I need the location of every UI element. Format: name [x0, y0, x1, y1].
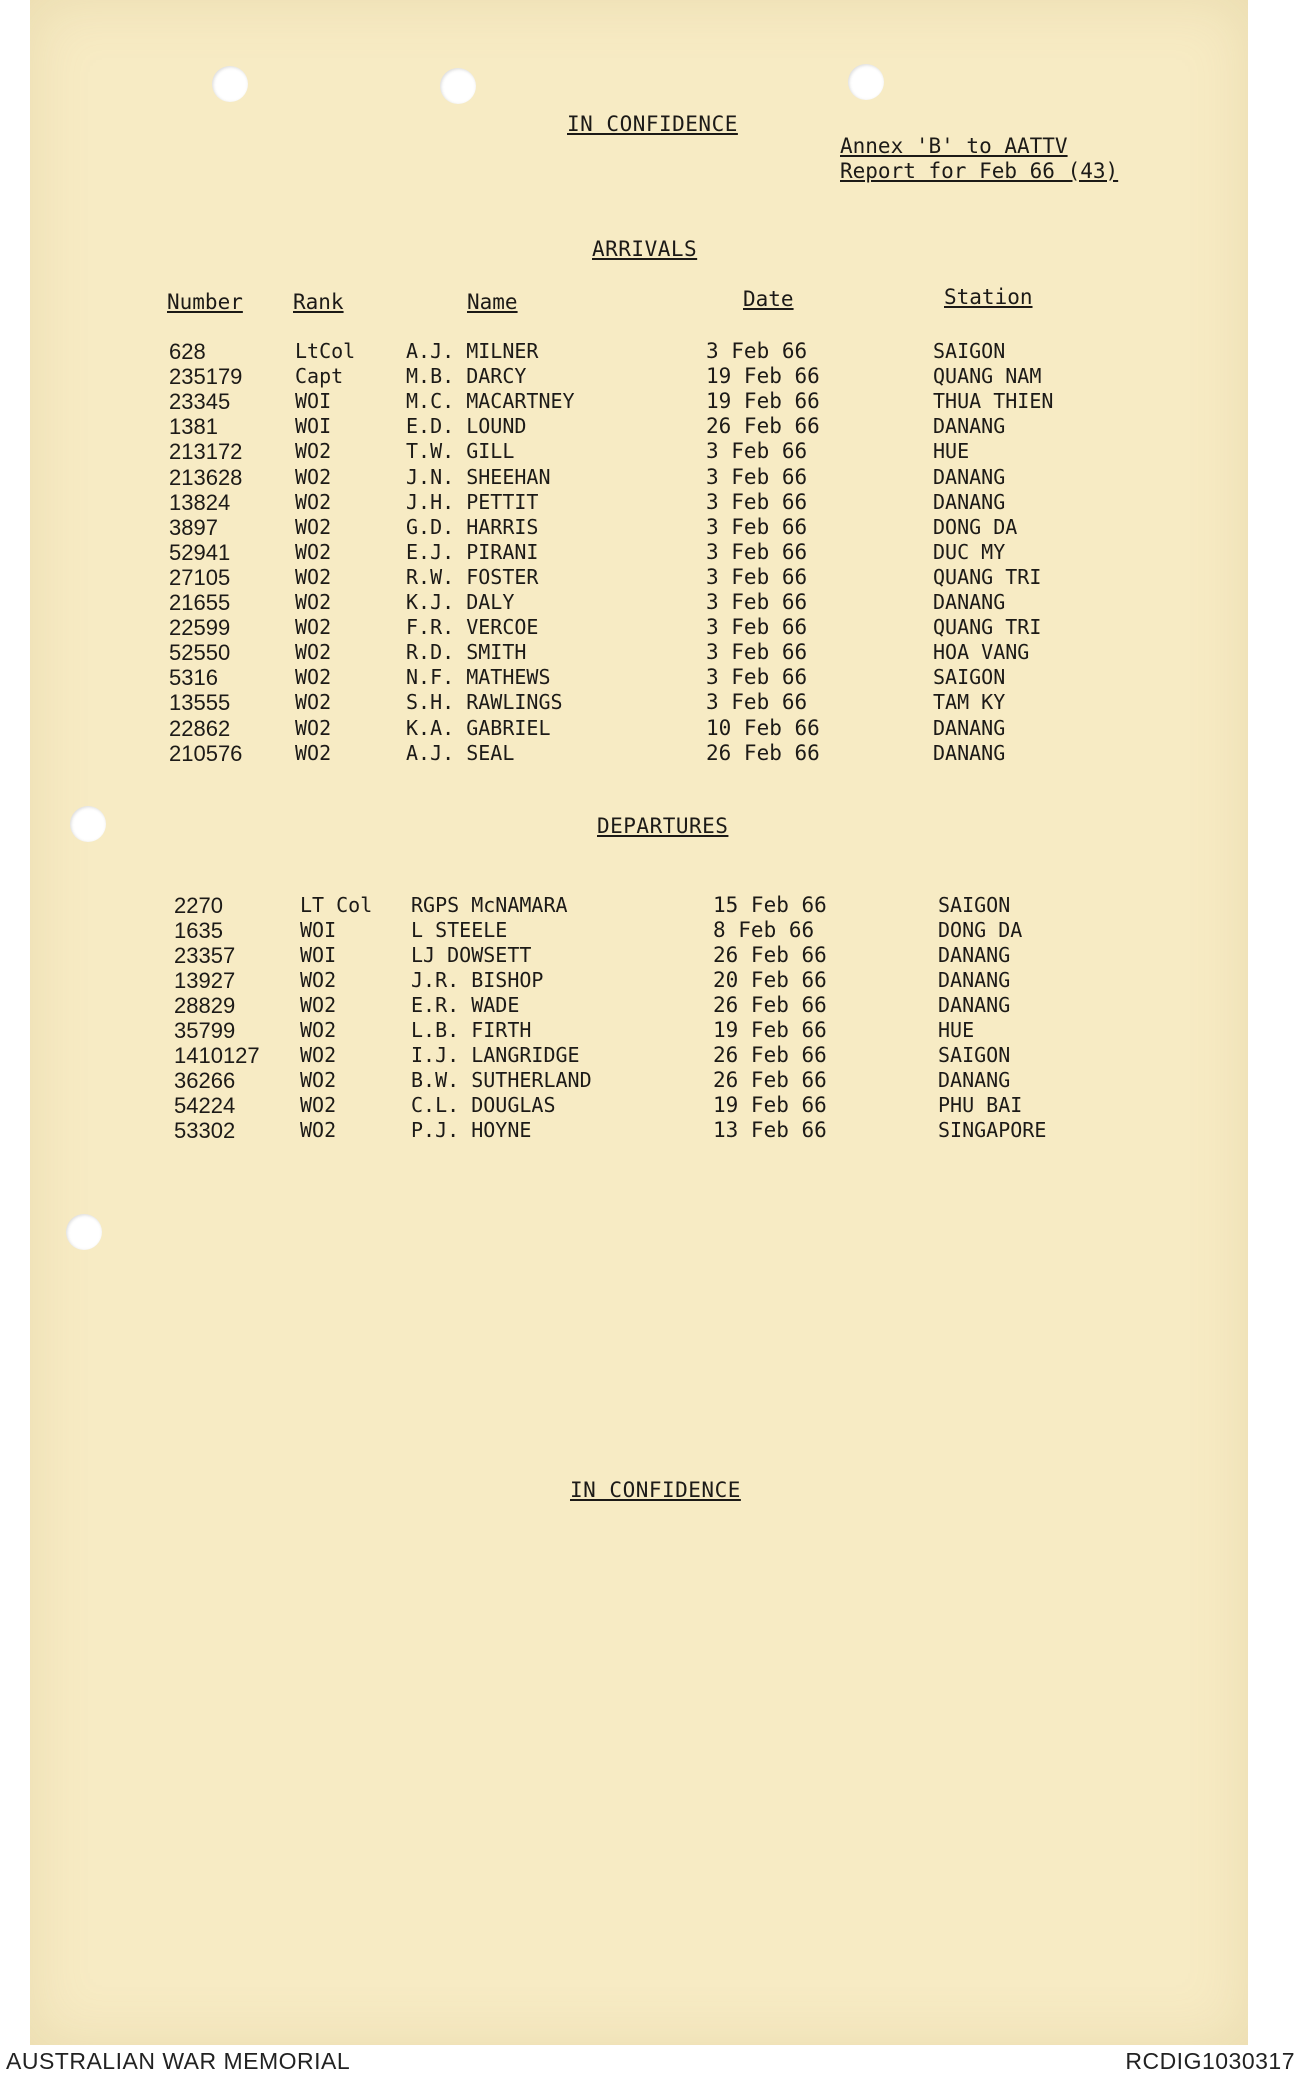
table-row	[0, 741, 1305, 766]
cell-number: 23357	[174, 943, 236, 968]
cell-station: SAIGON	[933, 665, 1006, 690]
cell-name: LJ DOWSETT	[411, 943, 532, 967]
punch-hole	[212, 66, 248, 102]
cell-name: M.C. MACARTNEY	[406, 389, 575, 414]
cell-name: P.J. HOYNE	[411, 1118, 532, 1142]
cell-name: K.A. GABRIEL	[406, 715, 551, 740]
cell-number: 28829	[174, 993, 236, 1018]
cell-station: QUANG TRI	[933, 615, 1042, 640]
cell-date: 3 Feb 66	[706, 514, 808, 539]
table-row	[0, 993, 1305, 1018]
cell-date: 3 Feb 66	[706, 464, 808, 489]
cell-station: SINGAPORE	[938, 1118, 1047, 1142]
cell-name: K.J. DALY	[406, 590, 515, 614]
cell-station: QUANG NAM	[933, 364, 1042, 389]
table-row	[0, 690, 1305, 715]
table-row	[0, 414, 1305, 439]
cell-date: 3 Feb 66	[706, 640, 808, 665]
annex-reference	[840, 134, 1118, 184]
table-row	[0, 364, 1305, 389]
cell-number: 3897	[169, 514, 218, 540]
cell-station: DONG DA	[933, 514, 1018, 539]
annex-line-1: Annex 'B' to AATTV	[840, 134, 1068, 158]
cell-rank: WO2	[300, 968, 337, 992]
table-row	[0, 918, 1305, 943]
cell-number: 36266	[174, 1068, 236, 1093]
cell-name: RGPS McNAMARA	[411, 893, 568, 917]
cell-rank: WO2	[295, 715, 332, 740]
cell-number: 21655	[169, 590, 231, 615]
cell-name: J.H. PETTIT	[406, 489, 539, 514]
cell-station: HOA VANG	[933, 640, 1030, 665]
classification-footer: IN CONFIDENCE	[570, 1478, 741, 1502]
cell-name: A.J. MILNER	[406, 339, 539, 363]
table-row	[0, 1018, 1305, 1043]
cell-station: THUA THIEN	[933, 389, 1054, 414]
table-row	[0, 640, 1305, 665]
table-row	[0, 943, 1305, 968]
cell-number: 53302	[174, 1118, 236, 1143]
column-header-station: Station	[944, 285, 1033, 309]
cell-date: 26 Feb 66	[706, 414, 820, 439]
table-row	[0, 615, 1305, 640]
cell-name: A.J. SEAL	[406, 740, 515, 765]
table-row	[0, 665, 1305, 690]
cell-date: 3 Feb 66	[706, 539, 808, 564]
cell-station: DANANG	[933, 414, 1006, 439]
cell-rank: WO2	[300, 1093, 337, 1117]
arrivals-title: ARRIVALS	[592, 237, 698, 261]
cell-date: 3 Feb 66	[706, 665, 808, 690]
cell-date: 26 Feb 66	[713, 1068, 827, 1092]
cell-number: 1381	[169, 414, 218, 440]
cell-number: 213628	[169, 464, 243, 490]
cell-date: 10 Feb 66	[706, 715, 820, 740]
cell-name: M.B. DARCY	[406, 364, 527, 389]
cell-name: E.J. PIRANI	[406, 539, 539, 564]
cell-rank: WO2	[295, 665, 332, 690]
punch-hole	[70, 806, 106, 842]
cell-rank: WO2	[295, 489, 332, 514]
cell-date: 26 Feb 66	[713, 943, 827, 967]
cell-number: 2270	[174, 893, 223, 918]
footer-institution: AUSTRALIAN WAR MEMORIAL	[6, 2048, 351, 2074]
cell-number: 52550	[169, 640, 231, 666]
cell-rank: WO2	[295, 740, 332, 765]
table-row	[0, 1118, 1305, 1143]
table-row	[0, 540, 1305, 565]
cell-station: DONG DA	[938, 918, 1023, 942]
cell-number: 213172	[169, 439, 243, 465]
cell-date: 19 Feb 66	[706, 364, 820, 389]
cell-number: 35799	[174, 1018, 236, 1043]
cell-number: 1635	[174, 918, 223, 943]
cell-name: R.W. FOSTER	[406, 564, 539, 589]
cell-rank: WO2	[295, 564, 332, 589]
cell-date: 13 Feb 66	[713, 1118, 827, 1142]
cell-number: 22862	[169, 715, 231, 741]
table-row	[0, 1093, 1305, 1118]
cell-number: 210576	[169, 740, 243, 766]
column-header-name: Name	[467, 290, 518, 314]
table-row	[0, 465, 1305, 490]
cell-rank: WO2	[295, 615, 332, 640]
cell-rank: Capt	[295, 364, 344, 389]
punch-hole	[848, 64, 884, 100]
cell-name: R.D. SMITH	[406, 640, 527, 665]
cell-station: DANANG	[938, 968, 1011, 992]
annex-line-2: Report for Feb 66 (43)	[840, 159, 1119, 183]
cell-station: DANANG	[933, 715, 1006, 740]
cell-number: 54224	[174, 1093, 236, 1118]
cell-date: 26 Feb 66	[713, 993, 827, 1017]
cell-number: 1410127	[174, 1043, 260, 1068]
cell-rank: WOI	[300, 918, 337, 942]
cell-name: J.N. SHEEHAN	[406, 464, 551, 489]
cell-rank: WO2	[300, 993, 337, 1017]
cell-station: DANANG	[933, 489, 1006, 514]
table-row	[0, 565, 1305, 590]
cell-station: DANANG	[938, 993, 1011, 1017]
table-row	[0, 1043, 1305, 1068]
cell-name: T.W. GILL	[406, 439, 515, 464]
table-row	[0, 968, 1305, 993]
cell-date: 3 Feb 66	[706, 615, 808, 640]
table-row	[0, 893, 1305, 918]
cell-station: TAM KY	[933, 690, 1006, 715]
cell-station: DANANG	[933, 464, 1006, 489]
punch-hole	[66, 1214, 102, 1250]
cell-station: SAIGON	[933, 339, 1006, 363]
table-row	[0, 339, 1305, 364]
cell-number: 13555	[169, 690, 231, 716]
cell-station: QUANG TRI	[933, 564, 1042, 589]
cell-rank: WOI	[295, 414, 332, 439]
cell-date: 3 Feb 66	[706, 339, 808, 363]
cell-number: 628	[169, 339, 206, 364]
cell-number: 5316	[169, 665, 218, 691]
table-row	[0, 590, 1305, 615]
cell-name: F.R. VERCOE	[406, 615, 539, 640]
cell-station: DANANG	[933, 590, 1006, 614]
cell-name: L.B. FIRTH	[411, 1018, 532, 1042]
cell-rank: WOI	[295, 389, 332, 414]
punch-hole	[440, 68, 476, 104]
table-row	[0, 515, 1305, 540]
cell-name: B.W. SUTHERLAND	[411, 1068, 592, 1092]
cell-rank: WO2	[295, 539, 332, 564]
classification-header: IN CONFIDENCE	[567, 112, 738, 136]
cell-number: 52941	[169, 539, 231, 565]
cell-number: 27105	[169, 564, 231, 590]
cell-rank: WO2	[295, 514, 332, 539]
cell-name: J.R. BISHOP	[411, 968, 544, 992]
table-row	[0, 716, 1305, 741]
cell-name: S.H. RAWLINGS	[406, 690, 563, 715]
cell-date: 19 Feb 66	[706, 389, 820, 414]
footer-record-id: RCDIG1030317	[1125, 2048, 1295, 2074]
cell-date: 19 Feb 66	[713, 1093, 827, 1117]
cell-rank: WOI	[300, 943, 337, 967]
cell-date: 15 Feb 66	[713, 893, 827, 917]
cell-name: E.D. LOUND	[406, 414, 527, 439]
cell-station: HUE	[938, 1018, 975, 1042]
cell-rank: WO2	[295, 439, 332, 464]
cell-rank: WO2	[300, 1043, 337, 1067]
cell-number: 235179	[169, 364, 243, 390]
cell-date: 3 Feb 66	[706, 690, 808, 715]
cell-rank: WO2	[300, 1018, 337, 1042]
cell-rank: WO2	[295, 690, 332, 715]
cell-date: 3 Feb 66	[706, 564, 808, 589]
table-row	[0, 490, 1305, 515]
cell-date: 20 Feb 66	[713, 968, 827, 992]
cell-date: 3 Feb 66	[706, 439, 808, 464]
cell-date: 8 Feb 66	[713, 918, 815, 942]
cell-station: PHU BAI	[938, 1093, 1023, 1117]
cell-date: 26 Feb 66	[713, 1043, 827, 1067]
cell-name: C.L. DOUGLAS	[411, 1093, 556, 1117]
cell-number: 13927	[174, 968, 236, 993]
cell-rank: WO2	[295, 464, 332, 489]
cell-number: 13824	[169, 489, 231, 515]
table-row	[0, 389, 1305, 414]
cell-date: 19 Feb 66	[713, 1018, 827, 1042]
cell-name: E.R. WADE	[411, 993, 520, 1017]
cell-station: HUE	[933, 439, 970, 464]
cell-station: DANANG	[933, 740, 1006, 765]
table-row	[0, 1068, 1305, 1093]
cell-date: 3 Feb 66	[706, 590, 808, 614]
cell-rank: WO2	[295, 590, 332, 614]
departures-title: DEPARTURES	[597, 814, 729, 838]
cell-rank: WO2	[295, 640, 332, 665]
cell-rank: LtCol	[295, 339, 356, 363]
cell-station: DANANG	[938, 1068, 1011, 1092]
cell-station: SAIGON	[938, 893, 1011, 917]
cell-station: DANANG	[938, 943, 1011, 967]
cell-name: L STEELE	[411, 918, 508, 942]
cell-rank: WO2	[300, 1068, 337, 1092]
cell-rank: WO2	[300, 1118, 337, 1142]
cell-station: SAIGON	[938, 1043, 1011, 1067]
column-header-date: Date	[743, 287, 794, 311]
cell-date: 26 Feb 66	[706, 740, 820, 765]
cell-name: G.D. HARRIS	[406, 514, 539, 539]
column-header-number: Number	[167, 290, 243, 314]
cell-date: 3 Feb 66	[706, 489, 808, 514]
cell-name: I.J. LANGRIDGE	[411, 1043, 580, 1067]
cell-name: N.F. MATHEWS	[406, 665, 551, 690]
cell-station: DUC MY	[933, 539, 1006, 564]
cell-number: 23345	[169, 389, 231, 415]
table-row	[0, 439, 1305, 464]
cell-number: 22599	[169, 615, 231, 641]
column-header-rank: Rank	[293, 290, 344, 314]
cell-rank: LT Col	[300, 893, 373, 917]
